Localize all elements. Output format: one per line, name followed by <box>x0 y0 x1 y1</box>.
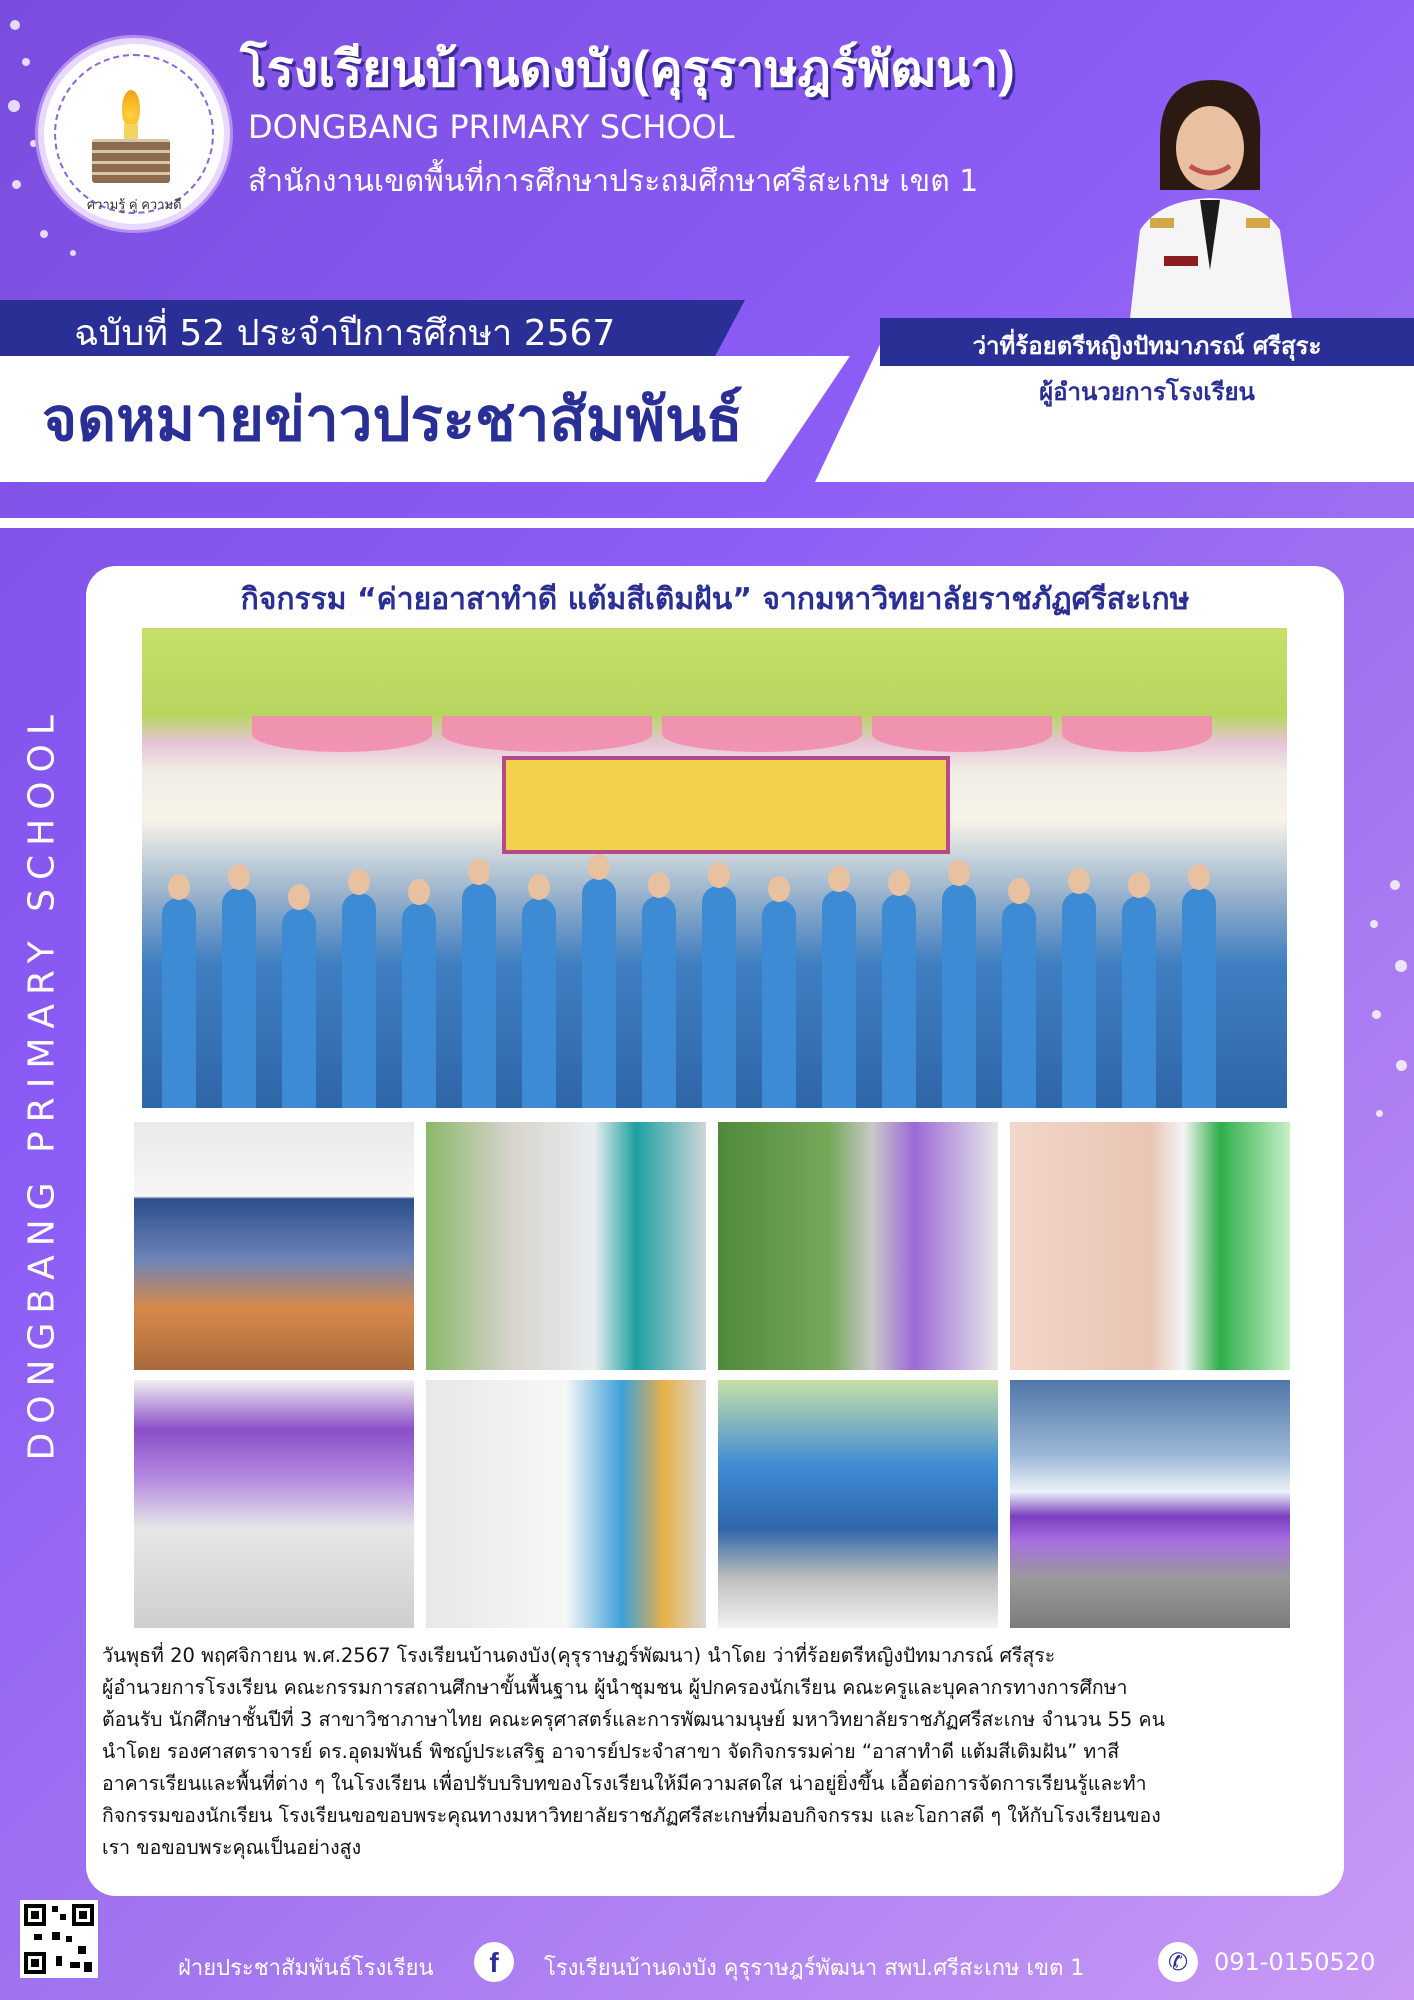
decor-swag <box>442 716 652 752</box>
building-photo <box>1010 1380 1290 1628</box>
school-logo <box>38 38 230 230</box>
side-school-label: DONGBANG PRIMARY SCHOOL <box>21 706 63 1461</box>
article-line: กิจกรรมของนักเรียน โรงเรียนขอขอบพระคุณทางมหาวิทยาลัยราชภัฏศรีสะเกษที่มอบกิจกรรม และโอกาสดี ๆ ให้กับโรงเรียนของ <box>102 1804 1161 1827</box>
lunch-photo <box>718 1380 998 1628</box>
person <box>1002 902 1036 1108</box>
decor-dot <box>1372 1010 1381 1019</box>
article-line: นำโดย รองศาสตราจารย์ ดร.อุดมพันธ์ พิชญ์ประเสริฐ อาจารย์ประจำสาขา จัดกิจกรรมค่าย “อาสาทำดี แต้มสีเติมฝัน” ทาสี <box>102 1740 1120 1763</box>
event-banner <box>502 756 950 854</box>
person <box>402 903 436 1108</box>
decor-dot <box>40 230 48 238</box>
person-head <box>888 870 910 896</box>
person-head <box>708 862 730 888</box>
person-head <box>648 872 670 898</box>
decor-dot <box>1370 920 1378 928</box>
newsletter-title: จดหมายข่าวประชาสัมพันธ์ <box>42 386 743 453</box>
school-name-thai: โรงเรียนบ้านดงบัง(คุรุราษฎร์พัฒนา) <box>240 41 1015 97</box>
person-head <box>768 876 790 902</box>
painting-photo-1 <box>134 1122 414 1370</box>
decor-dot <box>70 250 76 256</box>
person <box>882 894 916 1108</box>
director-position: ผู้อำนวยการโรงเรียน <box>1039 378 1255 406</box>
person <box>162 898 196 1108</box>
decor-dot <box>12 180 21 189</box>
article-line: ผู้อำนวยการโรงเรียน คณะกรรมการสถานศึกษาขั้นพื้นฐาน ผู้นำชุมชน ผู้ปกครองนักเรียน คณะครูและบุคลากรทางการศึกษา <box>102 1676 1128 1699</box>
article-body <box>102 1640 1332 1864</box>
person-head <box>408 879 430 905</box>
group-photo <box>142 628 1287 1108</box>
candle-flame-icon <box>122 90 140 126</box>
person <box>1062 892 1096 1108</box>
person-head <box>348 869 370 895</box>
facebook-icon[interactable]: f <box>474 1942 514 1982</box>
person-head <box>1008 878 1030 904</box>
decor-dot <box>10 20 20 30</box>
footer-facebook-page[interactable]: โรงเรียนบ้านดงบัง คุรุราษฎร์พัฒนา สพป.ศรีสะเกษ เขต 1 <box>544 1956 1085 1981</box>
footer-phone[interactable]: 091-0150520 <box>1214 1948 1376 1976</box>
person-head <box>1128 872 1150 898</box>
director-portrait <box>1120 70 1300 318</box>
footer-pr-unit: ฝ่ายประชาสัมพันธ์โรงเรียน <box>178 1956 434 1981</box>
person <box>942 884 976 1108</box>
person <box>522 898 556 1108</box>
person <box>702 886 736 1108</box>
person <box>1182 888 1216 1108</box>
decor-dot <box>1390 880 1400 890</box>
phone-icon[interactable]: ✆ <box>1158 1942 1198 1982</box>
person-head <box>588 854 610 880</box>
books-icon <box>92 139 170 183</box>
person-head <box>288 884 310 910</box>
decor-dot <box>8 100 20 112</box>
painting-photo-3 <box>718 1122 998 1370</box>
person <box>462 883 496 1108</box>
person-head <box>828 866 850 892</box>
director-name: ว่าที่ร้อยตรีหญิงปัทมาภรณ์ ศรีสุระ <box>972 332 1322 360</box>
article-line: อาคารเรียนและพื้นที่ต่าง ๆ ในโรงเรียน เพื่อปรับบริบทของโรงเรียนให้มีความสดใส น่าอยู่ยิ่งขึ้น เอื้อต่อการจัดการเรียนรู้และทำ <box>102 1772 1147 1795</box>
qr-code-icon[interactable] <box>20 1900 98 1978</box>
painting-photo-2 <box>426 1122 706 1370</box>
activity-title: กิจกรรม “ค่ายอาสาทำดี แต้มสีเติมฝัน” จากมหาวิทยาลัยราชภัฏศรีสะเกษ <box>240 582 1190 617</box>
person-head <box>168 874 190 900</box>
decor-swag <box>872 716 1052 752</box>
issue-number: ฉบับที่ 52 ประจำปีการศึกษา 2567 <box>74 313 616 354</box>
painting-photo-5 <box>134 1380 414 1628</box>
header-divider <box>0 518 1414 528</box>
person <box>1122 896 1156 1108</box>
person-head <box>948 860 970 886</box>
person-head <box>228 864 250 890</box>
person <box>642 896 676 1108</box>
education-office: สำนักงานเขตพื้นที่การศึกษาประถมศึกษาศรีสะเกษ เขต 1 <box>248 164 979 199</box>
painting-photo-6 <box>426 1380 706 1628</box>
person <box>342 893 376 1108</box>
decor-dot <box>1376 1110 1383 1117</box>
logo-motto: ความรู้ คู่ ความดี <box>86 197 182 212</box>
person <box>282 908 316 1108</box>
decor-swag <box>1062 716 1212 752</box>
decor-swag <box>662 716 862 752</box>
decor-dot <box>1396 1060 1407 1071</box>
article-line: ต้อนรับ นักศึกษาชั้นปีที่ 3 สาขาวิชาภาษาไทย คณะครุศาสตร์และการพัฒนามนุษย์ มหาวิทยาลัยราชภัฏศรีสะเกษ จำนวน 55 คน <box>102 1708 1165 1731</box>
decor-dot <box>22 58 30 66</box>
person <box>222 888 256 1108</box>
person <box>762 900 796 1108</box>
decor-swag <box>252 716 432 752</box>
person-head <box>1188 864 1210 890</box>
person <box>822 890 856 1108</box>
article-line: วันพุธที่ 20 พฤศจิกายน พ.ศ.2567 โรงเรียนบ้านดงบัง(คุรุราษฎร์พัฒนา) นำโดย ว่าที่ร้อยตรีหญิงปัทมาภรณ์ ศรีสุระ <box>102 1644 1056 1667</box>
painting-photo-4 <box>1010 1122 1290 1370</box>
decor-dot <box>1395 960 1407 972</box>
decor-dot <box>30 140 37 147</box>
person-head <box>468 859 490 885</box>
header <box>0 0 1414 540</box>
person-head <box>1068 868 1090 894</box>
person-head <box>528 874 550 900</box>
article-line: เรา ขอขอบพระคุณเป็นอย่างสูง <box>102 1836 362 1859</box>
school-name-english: DONGBANG PRIMARY SCHOOL <box>248 108 735 146</box>
person <box>582 878 616 1108</box>
